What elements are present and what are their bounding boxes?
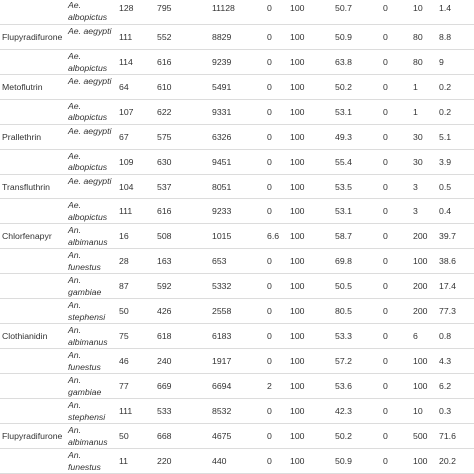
value-cell-col-3: 8532: [212, 406, 232, 417]
value-cell-col-5: 100: [290, 82, 305, 93]
value-cell-col-9: 5.1: [439, 131, 452, 142]
value-cell-col-4: 0: [267, 181, 272, 192]
value-cell-col-2: 618: [157, 331, 172, 342]
insecticide-cell: Clothianidin: [2, 331, 48, 342]
value-cell-col-6: 50.9: [335, 456, 352, 467]
value-cell-col-9: 17.4: [439, 281, 456, 292]
value-cell-col-2: 163: [157, 256, 172, 267]
value-cell-col-7: 0: [383, 82, 388, 93]
value-cell-col-7: 0: [383, 231, 388, 242]
value-cell-col-9: 8.8: [439, 32, 452, 43]
value-cell-col-8: 200: [413, 306, 428, 317]
value-cell-col-9: 77.3: [439, 306, 456, 317]
value-cell-col-1: 107: [119, 106, 134, 117]
insecticide-cell: [0, 99, 66, 124]
value-cell-col-4: 0: [267, 82, 272, 93]
value-cell-col-3: 1015: [212, 231, 232, 242]
value-cell-col-9: 0.2: [439, 106, 452, 117]
value-cell-col-5: 100: [290, 131, 305, 142]
value-cell-col-1: 111: [119, 206, 133, 217]
value-cell-col-6: 80.5: [335, 306, 352, 317]
value-cell-col-5: 100: [290, 206, 305, 217]
value-cell-col-9: 0.2: [439, 82, 452, 93]
table-row: [0, 299, 474, 324]
value-cell-col-8: 200: [413, 231, 428, 242]
value-cell-col-3: 4675: [212, 431, 232, 442]
value-cell-col-3: 1917: [212, 356, 232, 367]
value-cell-col-7: 0: [383, 281, 388, 292]
insecticide-cell: [0, 50, 66, 75]
value-cell-col-1: 114: [119, 57, 133, 68]
value-cell-col-5: 100: [290, 256, 305, 267]
species-cell: Ae. aegypti: [68, 175, 112, 186]
value-cell-col-6: 53.6: [335, 381, 352, 392]
value-cell-col-7: 0: [383, 57, 388, 68]
value-cell-col-7: 0: [383, 356, 388, 367]
species-cell: Ae. albopictus: [68, 0, 108, 22]
value-cell-col-7: 0: [383, 131, 388, 142]
table-row: [0, 324, 474, 349]
table-row: [0, 349, 474, 374]
value-cell-col-2: 616: [157, 206, 172, 217]
species-cell: An. funestus: [68, 250, 101, 272]
value-cell-col-8: 100: [413, 456, 428, 467]
value-cell-col-3: 6694: [212, 381, 232, 392]
value-cell-col-3: 440: [212, 456, 227, 467]
value-cell-col-3: 8829: [212, 32, 232, 43]
value-cell-col-5: 100: [290, 406, 305, 417]
value-cell-col-7: 0: [383, 206, 388, 217]
value-cell-col-2: 426: [157, 306, 172, 317]
value-cell-col-5: 100: [290, 32, 305, 43]
table-row: [0, 374, 474, 399]
value-cell-col-6: 50.9: [335, 32, 352, 43]
value-cell-col-3: 11128: [212, 3, 235, 13]
species-cell: An. funestus: [68, 450, 101, 472]
table-row: [0, 99, 474, 124]
value-cell-col-5: 100: [290, 381, 305, 392]
value-cell-col-8: 80: [413, 32, 423, 43]
insecticide-cell: Flupyradifurone: [2, 431, 63, 442]
value-cell-col-4: 2: [267, 381, 272, 392]
value-cell-col-3: 9233: [212, 206, 232, 217]
value-cell-col-7: 0: [383, 431, 388, 442]
table-row: [0, 25, 474, 50]
insecticide-cell: Prallethrin: [2, 131, 42, 142]
species-cell: An. stephensi: [68, 300, 106, 322]
species-cell: Ae. aegypti: [68, 125, 112, 136]
value-cell-col-1: 11: [119, 456, 129, 467]
insecticide-cell: [0, 349, 66, 374]
value-cell-col-5: 100: [290, 106, 305, 117]
value-cell-col-9: 0.8: [439, 331, 452, 342]
value-cell-col-2: 668: [157, 431, 172, 442]
species-cell: Ae. albopictus: [68, 51, 108, 73]
value-cell-col-7: 0: [383, 406, 388, 417]
value-cell-col-1: 64: [119, 82, 129, 93]
value-cell-col-8: 3: [413, 206, 418, 217]
value-cell-col-9: 6.2: [439, 381, 452, 392]
value-cell-col-9: 0.5: [439, 181, 452, 192]
species-cell: Ae. aegypti: [68, 26, 112, 37]
value-cell-col-2: 537: [157, 181, 172, 192]
value-cell-col-9: 71.6: [439, 431, 456, 442]
value-cell-col-4: 0: [267, 306, 272, 317]
value-cell-col-7: 0: [383, 3, 388, 13]
value-cell-col-2: 533: [157, 406, 172, 417]
value-cell-col-3: 9239: [212, 57, 232, 68]
value-cell-col-3: 2558: [212, 306, 232, 317]
species-cell: Ae. aegypti: [68, 76, 112, 87]
value-cell-col-2: 630: [157, 156, 172, 167]
species-cell: An. stephensi: [68, 400, 106, 422]
value-cell-col-4: 0: [267, 32, 272, 43]
value-cell-col-2: 610: [157, 82, 172, 93]
table-row: [0, 249, 474, 274]
value-cell-col-5: 100: [290, 281, 305, 292]
value-cell-col-3: 9331: [212, 106, 232, 117]
insecticide-cell: Chlorfenapyr: [2, 231, 52, 242]
value-cell-col-7: 0: [383, 106, 388, 117]
value-cell-col-5: 100: [290, 156, 305, 167]
value-cell-col-5: 100: [290, 3, 305, 13]
species-cell: Ae. albopictus: [68, 200, 108, 222]
value-cell-col-9: 38.6: [439, 256, 456, 267]
value-cell-col-1: 109: [119, 156, 134, 167]
value-cell-col-8: 30: [413, 156, 423, 167]
value-cell-col-4: 0: [267, 331, 272, 342]
value-cell-col-4: 0: [267, 431, 272, 442]
value-cell-col-5: 100: [290, 181, 305, 192]
value-cell-col-4: 0: [267, 57, 272, 68]
value-cell-col-6: 63.8: [335, 57, 352, 68]
value-cell-col-1: 75: [119, 331, 129, 342]
value-cell-col-1: 111: [119, 406, 133, 417]
table-row: [0, 199, 474, 224]
value-cell-col-2: 575: [157, 131, 172, 142]
value-cell-col-4: 0: [267, 156, 272, 167]
value-cell-col-1: 16: [119, 231, 129, 242]
value-cell-col-2: 220: [157, 456, 172, 467]
value-cell-col-4: 0: [267, 406, 272, 417]
value-cell-col-2: 616: [157, 57, 172, 68]
value-cell-col-8: 100: [413, 256, 428, 267]
species-cell: An. gambiae: [68, 375, 102, 397]
species-cell: Ae. albopictus: [68, 150, 108, 173]
value-cell-col-6: 69.8: [335, 256, 352, 267]
value-cell-col-2: 508: [157, 231, 172, 242]
value-cell-col-8: 100: [413, 381, 428, 392]
value-cell-col-4: 0: [267, 206, 272, 217]
value-cell-col-3: 6183: [212, 331, 232, 342]
value-cell-col-2: 240: [157, 356, 172, 367]
table-row: [0, 0, 474, 25]
value-cell-col-4: 0: [267, 456, 272, 467]
value-cell-col-6: 42.3: [335, 406, 352, 417]
value-cell-col-6: 58.7: [335, 231, 352, 242]
value-cell-col-1: 67: [119, 131, 129, 142]
value-cell-col-3: 5332: [212, 281, 232, 292]
insecticide-cell: Metoflutrin: [2, 82, 43, 93]
value-cell-col-3: 6326: [212, 131, 232, 142]
value-cell-col-4: 0: [267, 281, 272, 292]
value-cell-col-8: 1: [413, 106, 418, 117]
table-row: [0, 124, 474, 149]
value-cell-col-7: 0: [383, 156, 388, 167]
value-cell-col-3: 8051: [212, 181, 232, 192]
value-cell-col-3: 9451: [212, 156, 232, 167]
value-cell-col-5: 100: [290, 331, 305, 342]
insecticide-cell: Flupyradifurone: [2, 32, 63, 43]
value-cell-col-6: 53.5: [335, 181, 352, 192]
value-cell-col-6: 55.4: [335, 156, 352, 167]
value-cell-col-1: 128: [119, 3, 134, 13]
value-cell-col-7: 0: [383, 306, 388, 317]
value-cell-col-6: 53.3: [335, 331, 352, 342]
table-row: [0, 50, 474, 75]
value-cell-col-4: 6.6: [267, 231, 280, 242]
value-cell-col-4: 0: [267, 256, 272, 267]
value-cell-col-8: 500: [413, 431, 428, 442]
value-cell-col-8: 80: [413, 57, 423, 68]
species-cell: An. albimanus: [68, 425, 108, 447]
value-cell-col-1: 77: [119, 381, 129, 392]
insecticide-cell: [0, 449, 66, 474]
value-cell-col-5: 100: [290, 431, 305, 442]
species-cell: An. funestus: [68, 350, 101, 372]
table-row: [0, 149, 474, 174]
table-row: [0, 424, 474, 449]
value-cell-col-5: 100: [290, 306, 305, 317]
value-cell-col-4: 0: [267, 3, 272, 13]
table-row: [0, 449, 474, 474]
value-cell-col-9: 0.4: [439, 206, 452, 217]
value-cell-col-9: 39.7: [439, 231, 456, 242]
value-cell-col-9: 20.2: [439, 456, 456, 467]
value-cell-col-7: 0: [383, 256, 388, 267]
insecticide-cell: [0, 149, 66, 174]
value-cell-col-1: 46: [119, 356, 129, 367]
insecticide-cell: [0, 399, 66, 424]
value-cell-col-8: 100: [413, 356, 428, 367]
value-cell-col-7: 0: [383, 331, 388, 342]
value-cell-col-9: 0.3: [439, 406, 452, 417]
value-cell-col-2: 622: [157, 106, 172, 117]
value-cell-col-7: 0: [383, 381, 388, 392]
species-cell: An. albimanus: [68, 325, 108, 347]
species-cell: Ae. albopictus: [68, 100, 108, 123]
value-cell-col-1: 50: [119, 306, 129, 317]
value-cell-col-9: 1.4: [439, 3, 452, 13]
value-cell-col-9: 9: [439, 57, 444, 68]
value-cell-col-1: 111: [119, 32, 133, 43]
value-cell-col-2: 592: [157, 281, 172, 292]
value-cell-col-6: 57.2: [335, 356, 352, 367]
value-cell-col-4: 0: [267, 131, 272, 142]
insecticide-cell: Transfluthrin: [2, 181, 50, 192]
value-cell-col-5: 100: [290, 456, 305, 467]
value-cell-col-7: 0: [383, 32, 388, 43]
value-cell-col-6: 50.7: [335, 3, 352, 13]
insecticide-cell: [0, 0, 66, 25]
table-row: [0, 75, 474, 100]
value-cell-col-8: 10: [413, 406, 423, 417]
value-cell-col-6: 50.5: [335, 281, 352, 292]
value-cell-col-6: 50.2: [335, 431, 352, 442]
value-cell-col-1: 87: [119, 281, 129, 292]
value-cell-col-1: 50: [119, 431, 129, 442]
value-cell-col-7: 0: [383, 181, 388, 192]
table-row: [0, 224, 474, 249]
value-cell-col-1: 28: [119, 256, 129, 267]
value-cell-col-6: 53.1: [335, 206, 352, 217]
value-cell-col-9: 3.9: [439, 156, 452, 167]
value-cell-col-3: 653: [212, 256, 227, 267]
value-cell-col-5: 100: [290, 231, 305, 242]
insecticide-cell: [0, 274, 66, 299]
value-cell-col-2: 669: [157, 381, 172, 392]
value-cell-col-8: 200: [413, 281, 428, 292]
value-cell-col-2: 552: [157, 32, 172, 43]
insecticide-cell: [0, 374, 66, 399]
value-cell-col-9: 4.3: [439, 356, 452, 367]
insecticide-cell: [0, 199, 66, 224]
value-cell-col-1: 104: [119, 181, 134, 192]
value-cell-col-8: 1: [413, 82, 418, 93]
value-cell-col-2: 795: [157, 3, 172, 13]
species-cell: An. albimanus: [68, 225, 108, 247]
value-cell-col-4: 0: [267, 356, 272, 367]
value-cell-col-3: 5491: [212, 82, 232, 93]
insecticide-cell: [0, 299, 66, 324]
value-cell-col-8: 3: [413, 181, 418, 192]
value-cell-col-6: 53.1: [335, 106, 352, 117]
value-cell-col-6: 49.3: [335, 131, 352, 142]
value-cell-col-6: 50.2: [335, 82, 352, 93]
value-cell-col-7: 0: [383, 456, 388, 467]
value-cell-col-8: 30: [413, 131, 423, 142]
value-cell-col-8: 6: [413, 331, 418, 342]
table-row: [0, 174, 474, 199]
insecticide-cell: [0, 249, 66, 274]
table-row: [0, 274, 474, 299]
value-cell-col-8: 10: [413, 3, 423, 13]
value-cell-col-4: 0: [267, 106, 272, 117]
species-cell: An. gambiae: [68, 275, 102, 297]
value-cell-col-5: 100: [290, 356, 305, 367]
table-row: [0, 399, 474, 424]
value-cell-col-5: 100: [290, 57, 305, 68]
